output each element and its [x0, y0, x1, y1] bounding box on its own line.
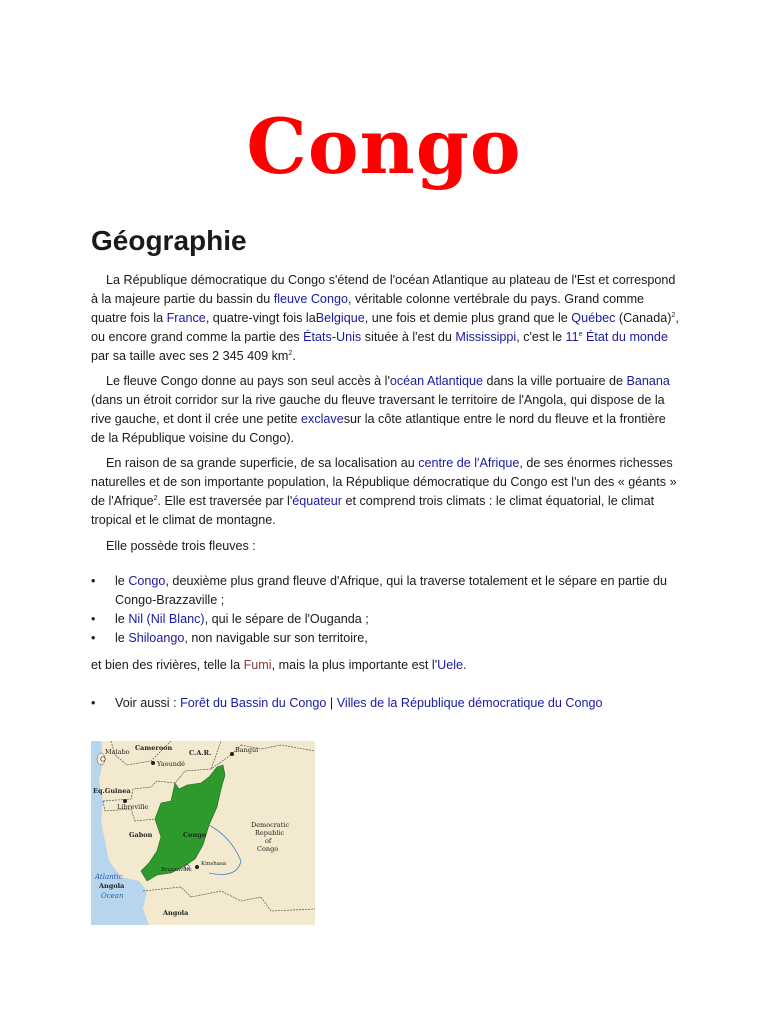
text-run: , ou encore grand comme la partie des — [91, 311, 679, 344]
link-exclave[interactable]: exclave — [301, 412, 344, 426]
link-fumi[interactable]: Fumi — [243, 658, 272, 672]
label-brazzaville: Brazzaville — [161, 867, 192, 873]
paragraph-trois-fleuves — [91, 537, 681, 556]
label-kinshasa: Kinshasa — [201, 861, 227, 867]
link-shiloango[interactable]: Shiloango — [128, 631, 185, 645]
text-run: par sa taille avec ses 2 345 409 km — [91, 349, 289, 363]
text-run: , c'est le — [516, 330, 566, 344]
malabo-marker-icon — [101, 757, 105, 761]
list-item-nil — [91, 610, 681, 629]
text-run: le — [115, 574, 129, 588]
text-run: située à l'est du — [361, 330, 456, 344]
ordinal-suffix: e — [578, 330, 583, 338]
label-drc-line3: of — [265, 837, 272, 845]
text-run: , mais la plus importante est l' — [271, 658, 438, 672]
yaounde-marker-icon — [151, 761, 155, 765]
label-ocean: Ocean — [101, 892, 124, 900]
link-banana[interactable]: Banana — [626, 374, 670, 388]
bullet-icon: • — [91, 631, 96, 645]
text-run: La République démocratique du Congo s'étend de l'océan Atlantique au plateau de l'Est et correspond à la majeure partie du bassin du — [91, 273, 676, 306]
link-etats-unis[interactable]: États-Unis — [303, 330, 362, 344]
bullet-icon: • — [91, 612, 96, 626]
text-run: (dans un étroit corridor sur la rive gauche du fleuve traversant le territoire de l'Angola, qui dispose de la rive gauche, et dont il crée une petite — [91, 393, 665, 426]
list-item-congo — [91, 572, 681, 610]
text-run: (Canada) — [615, 311, 672, 325]
text-run: et comprend trois climats : le climat équatorial, le climat tropical et le climat de montagne. — [91, 494, 655, 527]
text-run: . — [292, 349, 296, 363]
paragraph-rivieres — [91, 656, 681, 675]
link-centre-afrique[interactable]: centre de l'Afrique — [418, 456, 520, 470]
link-belgique[interactable]: Belgique — [315, 311, 365, 325]
text-run: Voir aussi : — [115, 696, 181, 710]
link-11e-etat-du-monde[interactable] — [566, 330, 668, 344]
link-equateur[interactable]: équateur — [292, 494, 342, 508]
see-also-list — [91, 694, 681, 713]
label-congo: Congo — [183, 831, 207, 839]
kinshasa-marker-icon — [195, 865, 199, 869]
label-malabo: Malabo — [105, 748, 130, 756]
text-run: Le fleuve Congo donne au pays son seul accès à l' — [106, 374, 390, 388]
bangui-marker-icon — [230, 752, 234, 756]
label-yaounde: Yaoundé — [157, 760, 185, 768]
link-text: 11 — [565, 330, 579, 344]
text-run: , deuxième plus grand fleuve d'Afrique, qui la traverse totalement et le sépare en partie du Congo-Brazzaville ; — [115, 574, 667, 607]
label-drc-line2: Republic — [255, 829, 285, 837]
text-run: , qui le sépare de l'Ouganda ; — [204, 612, 369, 626]
label-angola-cabinda: Angola — [99, 882, 125, 890]
label-cameroon: Cameroon — [135, 744, 173, 752]
separator: | — [326, 696, 337, 710]
link-quebec[interactable]: Québec — [571, 311, 616, 325]
text-run: . Elle est traversée par l' — [157, 494, 293, 508]
link-text: État du monde — [582, 330, 668, 344]
bullet-icon: • — [91, 574, 96, 588]
text-run: , quatre-vingt fois la — [205, 311, 316, 325]
link-france[interactable]: France — [166, 311, 206, 325]
label-libreville: Libreville — [117, 803, 149, 811]
text-run: et bien des rivières, telle la — [91, 658, 244, 672]
link-nil[interactable]: Nil (Nil Blanc) — [128, 612, 205, 626]
list-item-shiloango — [91, 629, 681, 648]
text-run: , une fois et demie plus grand que le — [364, 311, 572, 325]
text-run: , non navigable sur son territoire, — [184, 631, 368, 645]
label-eq-guinea: Eq.Guinea — [93, 787, 131, 795]
page-title: Congo — [246, 102, 522, 191]
rivers-list — [91, 572, 681, 648]
text-run: . — [463, 658, 467, 672]
congo-map — [91, 741, 315, 925]
section-heading-geographie: Géographie — [91, 225, 247, 256]
label-car: C.A.R. — [189, 749, 212, 757]
map-graphic — [91, 741, 315, 925]
text-run: sur la côte atlantique entre le nord du fleuve et la frontière de la République voisine du Congo). — [91, 412, 666, 445]
text-run: le — [115, 631, 129, 645]
link-congo[interactable]: Congo — [128, 574, 166, 588]
label-drc-line4: Congo — [257, 845, 279, 853]
paragraph-fleuve-congo — [91, 372, 681, 448]
link-uele[interactable]: Uele — [437, 658, 464, 672]
link-villes-rdc[interactable]: Villes de la République démocratique du Congo — [336, 696, 603, 710]
label-bangui: Bangui — [235, 746, 259, 754]
footnote-ref: 2 — [153, 494, 158, 502]
link-fleuve-congo[interactable]: fleuve Congo — [273, 292, 348, 306]
label-drc-line1: Democratic — [251, 821, 290, 829]
text-run: Elle possède trois fleuves : — [106, 539, 256, 553]
text-run: le — [115, 612, 129, 626]
text-run: , véritable colonne vertébrale du pays. Grand comme quatre fois la — [91, 292, 645, 325]
paragraph-geography-intro — [91, 271, 681, 366]
bullet-icon: • — [91, 696, 96, 710]
paragraph-geants-afrique — [91, 454, 681, 530]
superscript: 2 — [288, 349, 293, 357]
link-foret-bassin-congo[interactable]: Forêt du Bassin du Congo — [180, 696, 327, 710]
list-item-see-also — [91, 694, 681, 713]
label-gabon: Gabon — [129, 831, 153, 839]
footnote-ref: 2 — [671, 311, 676, 319]
text-run: dans la ville portuaire de — [483, 374, 627, 388]
label-atlantic: Atlantic — [95, 873, 123, 881]
text-run: , de ses énormes richesses naturelles et de son importante population, la République démocratique du Congo est l'un des « géants » de l'Afrique — [91, 456, 677, 508]
label-angola: Angola — [163, 909, 189, 917]
link-mississippi[interactable]: Mississippi — [455, 330, 517, 344]
text-run: En raison de sa grande superficie, de sa localisation au — [106, 456, 419, 470]
link-ocean-atlantique[interactable]: océan Atlantique — [389, 374, 483, 388]
